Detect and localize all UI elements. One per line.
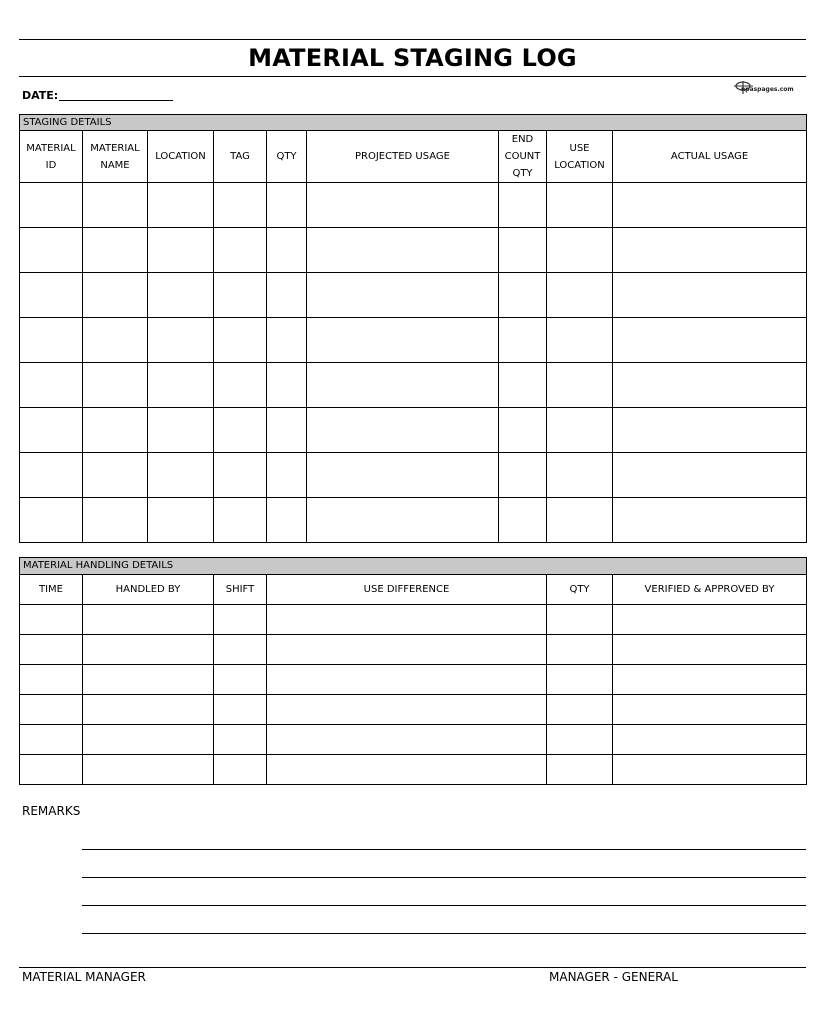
table-cell[interactable] xyxy=(214,273,267,318)
table-cell[interactable] xyxy=(267,318,307,363)
page-title: MATERIAL STAGING LOG xyxy=(248,44,577,72)
table-cell[interactable] xyxy=(214,665,267,695)
table-cell[interactable] xyxy=(214,228,267,273)
table-cell[interactable] xyxy=(214,318,267,363)
table-cell[interactable] xyxy=(267,725,547,755)
table-cell[interactable] xyxy=(499,228,547,273)
table-cell[interactable] xyxy=(267,183,307,228)
col-actual-usage: ACTUAL USAGE xyxy=(613,131,807,183)
table-cell[interactable] xyxy=(267,498,307,543)
table-cell[interactable] xyxy=(214,695,267,725)
table-cell[interactable] xyxy=(613,605,807,635)
col-use-location: USE LOCATION xyxy=(547,131,613,183)
table-row xyxy=(20,635,807,665)
table-cell[interactable] xyxy=(214,755,267,785)
col-location: LOCATION xyxy=(148,131,214,183)
table-cell[interactable] xyxy=(547,273,613,318)
col-use-difference: USE DIFFERENCE xyxy=(267,575,547,605)
table-cell[interactable] xyxy=(499,498,547,543)
table-cell[interactable] xyxy=(267,273,307,318)
table-cell[interactable] xyxy=(613,453,807,498)
table-cell[interactable] xyxy=(307,498,499,543)
table-cell[interactable] xyxy=(613,755,807,785)
remarks-line[interactable] xyxy=(82,849,806,850)
table-cell[interactable] xyxy=(307,183,499,228)
table-cell[interactable] xyxy=(613,408,807,453)
table-cell[interactable] xyxy=(547,408,613,453)
table-cell[interactable] xyxy=(83,635,214,665)
table-cell[interactable] xyxy=(267,453,307,498)
table-cell[interactable] xyxy=(613,665,807,695)
table-cell[interactable] xyxy=(20,725,83,755)
table-cell[interactable] xyxy=(214,453,267,498)
table-row xyxy=(20,318,807,363)
table-cell[interactable] xyxy=(214,605,267,635)
table-cell[interactable] xyxy=(547,695,613,725)
table-cell[interactable] xyxy=(20,363,83,408)
col-tag: TAG xyxy=(214,131,267,183)
staging-section-title: STAGING DETAILS xyxy=(20,115,807,131)
table-cell[interactable] xyxy=(83,665,214,695)
top-rule xyxy=(19,39,806,40)
manager-general-signature: MANAGER - GENERAL xyxy=(549,970,678,984)
table-cell[interactable] xyxy=(499,453,547,498)
table-row xyxy=(20,498,807,543)
col-end-count-qty: END COUNT QTY xyxy=(499,131,547,183)
col-time: TIME xyxy=(20,575,83,605)
col-material-id: MATERIAL ID xyxy=(20,131,83,183)
table-cell[interactable] xyxy=(148,273,214,318)
remarks-line[interactable] xyxy=(82,933,806,934)
table-cell[interactable] xyxy=(613,695,807,725)
table-row xyxy=(20,755,807,785)
table-cell[interactable] xyxy=(20,605,83,635)
handling-section-title: MATERIAL HANDLING DETAILS xyxy=(20,558,807,575)
table-cell[interactable] xyxy=(307,408,499,453)
table-row xyxy=(20,605,807,635)
table-cell[interactable] xyxy=(83,605,214,635)
table-cell[interactable] xyxy=(613,635,807,665)
table-cell[interactable] xyxy=(20,273,83,318)
table-cell[interactable] xyxy=(547,453,613,498)
table-cell[interactable] xyxy=(20,695,83,725)
table-cell[interactable] xyxy=(307,228,499,273)
table-cell[interactable] xyxy=(83,318,148,363)
table-cell[interactable] xyxy=(267,755,547,785)
table-cell[interactable] xyxy=(83,725,214,755)
table-cell[interactable] xyxy=(267,228,307,273)
table-cell[interactable] xyxy=(267,635,547,665)
table-cell[interactable] xyxy=(148,228,214,273)
table-cell[interactable] xyxy=(83,453,148,498)
table-cell[interactable] xyxy=(20,318,83,363)
table-cell[interactable] xyxy=(547,665,613,695)
table-cell[interactable] xyxy=(267,408,307,453)
table-cell[interactable] xyxy=(547,725,613,755)
table-row xyxy=(20,228,807,273)
material-manager-signature: MATERIAL MANAGER xyxy=(22,970,146,984)
table-cell[interactable] xyxy=(547,498,613,543)
table-cell[interactable] xyxy=(214,635,267,665)
table-cell[interactable] xyxy=(83,755,214,785)
table-cell[interactable] xyxy=(547,755,613,785)
table-cell[interactable] xyxy=(214,183,267,228)
table-cell[interactable] xyxy=(83,228,148,273)
table-cell[interactable] xyxy=(613,273,807,318)
table-row xyxy=(20,725,807,755)
logo-text: npaspages.com xyxy=(741,86,794,93)
table-row xyxy=(20,408,807,453)
table-cell[interactable] xyxy=(547,635,613,665)
table-cell[interactable] xyxy=(148,453,214,498)
table-cell[interactable] xyxy=(214,363,267,408)
title-rule xyxy=(19,76,806,77)
table-cell[interactable] xyxy=(613,363,807,408)
table-cell[interactable] xyxy=(267,363,307,408)
table-cell[interactable] xyxy=(547,183,613,228)
col-verified-approved-by: VERIFIED & APPROVED BY xyxy=(613,575,807,605)
table-cell[interactable] xyxy=(148,408,214,453)
table-cell[interactable] xyxy=(307,363,499,408)
table-cell[interactable] xyxy=(613,183,807,228)
table-cell[interactable] xyxy=(613,725,807,755)
table-cell[interactable] xyxy=(613,498,807,543)
table-row xyxy=(20,273,807,318)
table-cell[interactable] xyxy=(547,228,613,273)
table-cell[interactable] xyxy=(214,408,267,453)
table-cell[interactable] xyxy=(499,273,547,318)
table-cell[interactable] xyxy=(214,498,267,543)
table-cell[interactable] xyxy=(547,363,613,408)
table-cell[interactable] xyxy=(20,453,83,498)
date-field[interactable] xyxy=(59,100,173,101)
table-cell[interactable] xyxy=(20,408,83,453)
table-cell[interactable] xyxy=(148,183,214,228)
table-cell[interactable] xyxy=(499,318,547,363)
table-cell[interactable] xyxy=(83,183,148,228)
table-cell[interactable] xyxy=(20,755,83,785)
signature-rule xyxy=(19,967,806,968)
table-cell[interactable] xyxy=(307,453,499,498)
table-cell[interactable] xyxy=(83,363,148,408)
table-cell[interactable] xyxy=(499,183,547,228)
table-cell[interactable] xyxy=(83,408,148,453)
remarks-line[interactable] xyxy=(82,877,806,878)
col-handled-by: HANDLED BY xyxy=(83,575,214,605)
table-cell[interactable] xyxy=(20,183,83,228)
table-cell[interactable] xyxy=(148,363,214,408)
table-cell[interactable] xyxy=(214,725,267,755)
table-row xyxy=(20,363,807,408)
table-row xyxy=(20,183,807,228)
table-cell[interactable] xyxy=(613,228,807,273)
table-cell[interactable] xyxy=(547,318,613,363)
col-handling-qty: QTY xyxy=(547,575,613,605)
table-cell[interactable] xyxy=(499,363,547,408)
date-label: DATE: xyxy=(22,89,59,102)
table-cell[interactable] xyxy=(499,408,547,453)
table-cell[interactable] xyxy=(547,605,613,635)
table-cell[interactable] xyxy=(267,665,547,695)
table-row xyxy=(20,453,807,498)
remarks-label: REMARKS xyxy=(22,804,81,818)
table-cell[interactable] xyxy=(20,665,83,695)
table-cell[interactable] xyxy=(613,318,807,363)
table-cell[interactable] xyxy=(267,605,547,635)
table-row xyxy=(20,665,807,695)
table-cell[interactable] xyxy=(20,635,83,665)
table-cell[interactable] xyxy=(148,498,214,543)
table-cell[interactable] xyxy=(83,695,214,725)
table-cell[interactable] xyxy=(307,273,499,318)
col-material-name: MATERIAL NAME xyxy=(83,131,148,183)
material-handling-table xyxy=(19,557,807,785)
table-cell[interactable] xyxy=(83,498,148,543)
col-shift: SHIFT xyxy=(214,575,267,605)
staging-details-table xyxy=(19,114,807,543)
table-cell[interactable] xyxy=(148,318,214,363)
table-row xyxy=(20,695,807,725)
table-cell[interactable] xyxy=(20,228,83,273)
remarks-line[interactable] xyxy=(82,905,806,906)
table-cell[interactable] xyxy=(83,273,148,318)
table-cell[interactable] xyxy=(20,498,83,543)
col-qty: QTY xyxy=(267,131,307,183)
table-cell[interactable] xyxy=(307,318,499,363)
col-projected-usage: PROJECTED USAGE xyxy=(307,131,499,183)
table-cell[interactable] xyxy=(267,695,547,725)
